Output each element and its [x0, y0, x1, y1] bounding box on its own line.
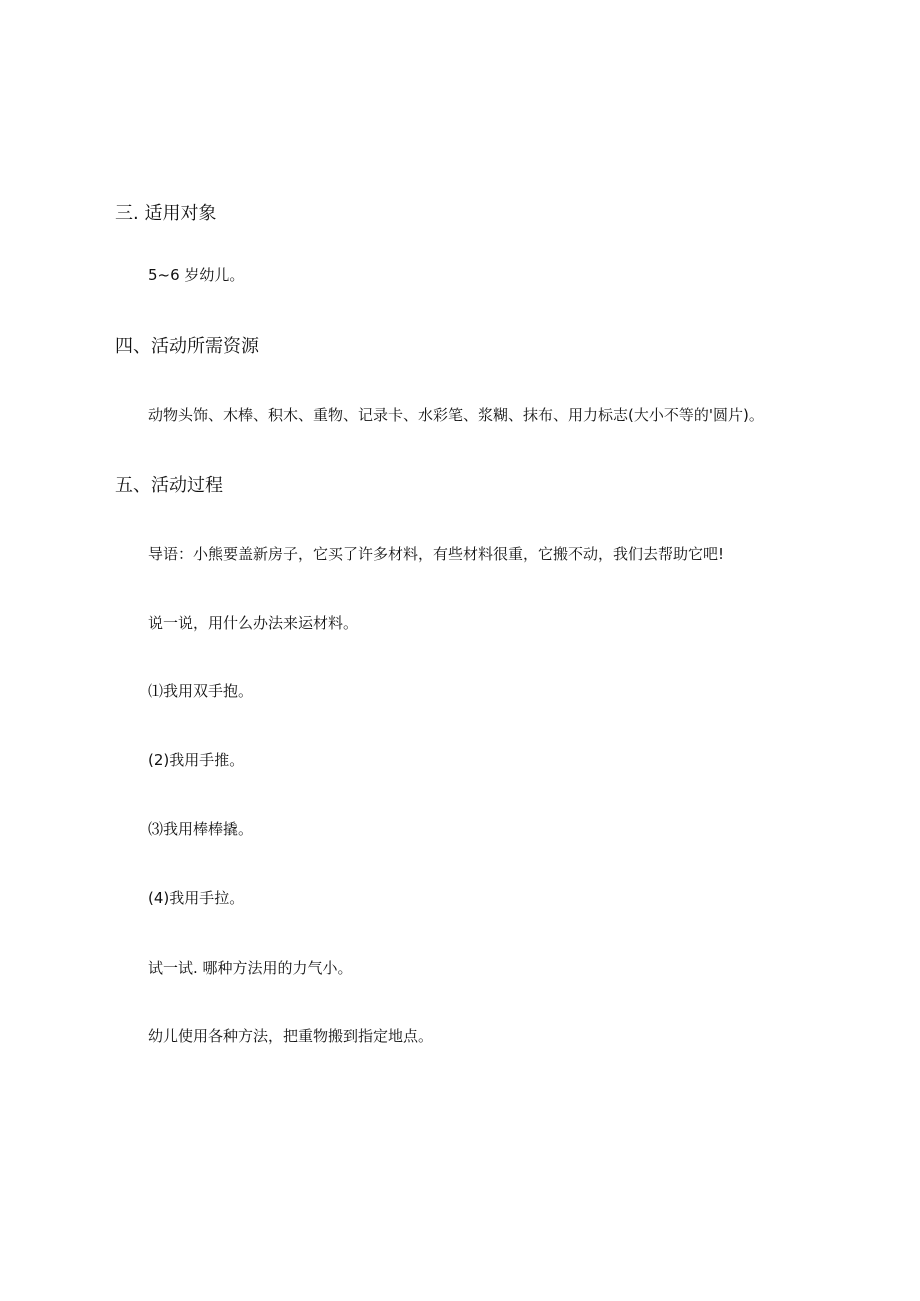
list-item-method-2: (2)我用手推。: [148, 751, 245, 769]
paragraph-children-practice: 幼儿使用各种方法，把重物搬到指定地点。: [148, 1027, 434, 1045]
section-heading-resources: 四、活动所需资源: [115, 336, 259, 357]
list-item-method-3: ⑶我用棒棒撬。: [148, 820, 254, 838]
paragraph-discussion: 说一说，用什么办法来运材料。: [148, 614, 359, 632]
paragraph-try-it: 试一试. 哪种方法用的力气小。: [148, 959, 353, 977]
paragraph-resources-list: 动物头饰、木棒、积木、重物、记录卡、水彩笔、浆糊、抹布、用力标志(大小不等的'圆片)。: [148, 406, 764, 424]
list-item-method-4: (4)我用手拉。: [148, 889, 245, 907]
section-heading-activity-process: 五、活动过程: [115, 475, 223, 496]
paragraph-target-age: 5~6 岁幼儿。: [148, 266, 245, 284]
list-item-method-1: ⑴我用双手抱。: [148, 682, 254, 700]
section-heading-target-audience: 三. 适用对象: [115, 203, 217, 224]
paragraph-introduction: 导语：小熊要盖新房子，它买了许多材料，有些材料很重，它搬不动，我们去帮助它吧!: [148, 545, 725, 563]
